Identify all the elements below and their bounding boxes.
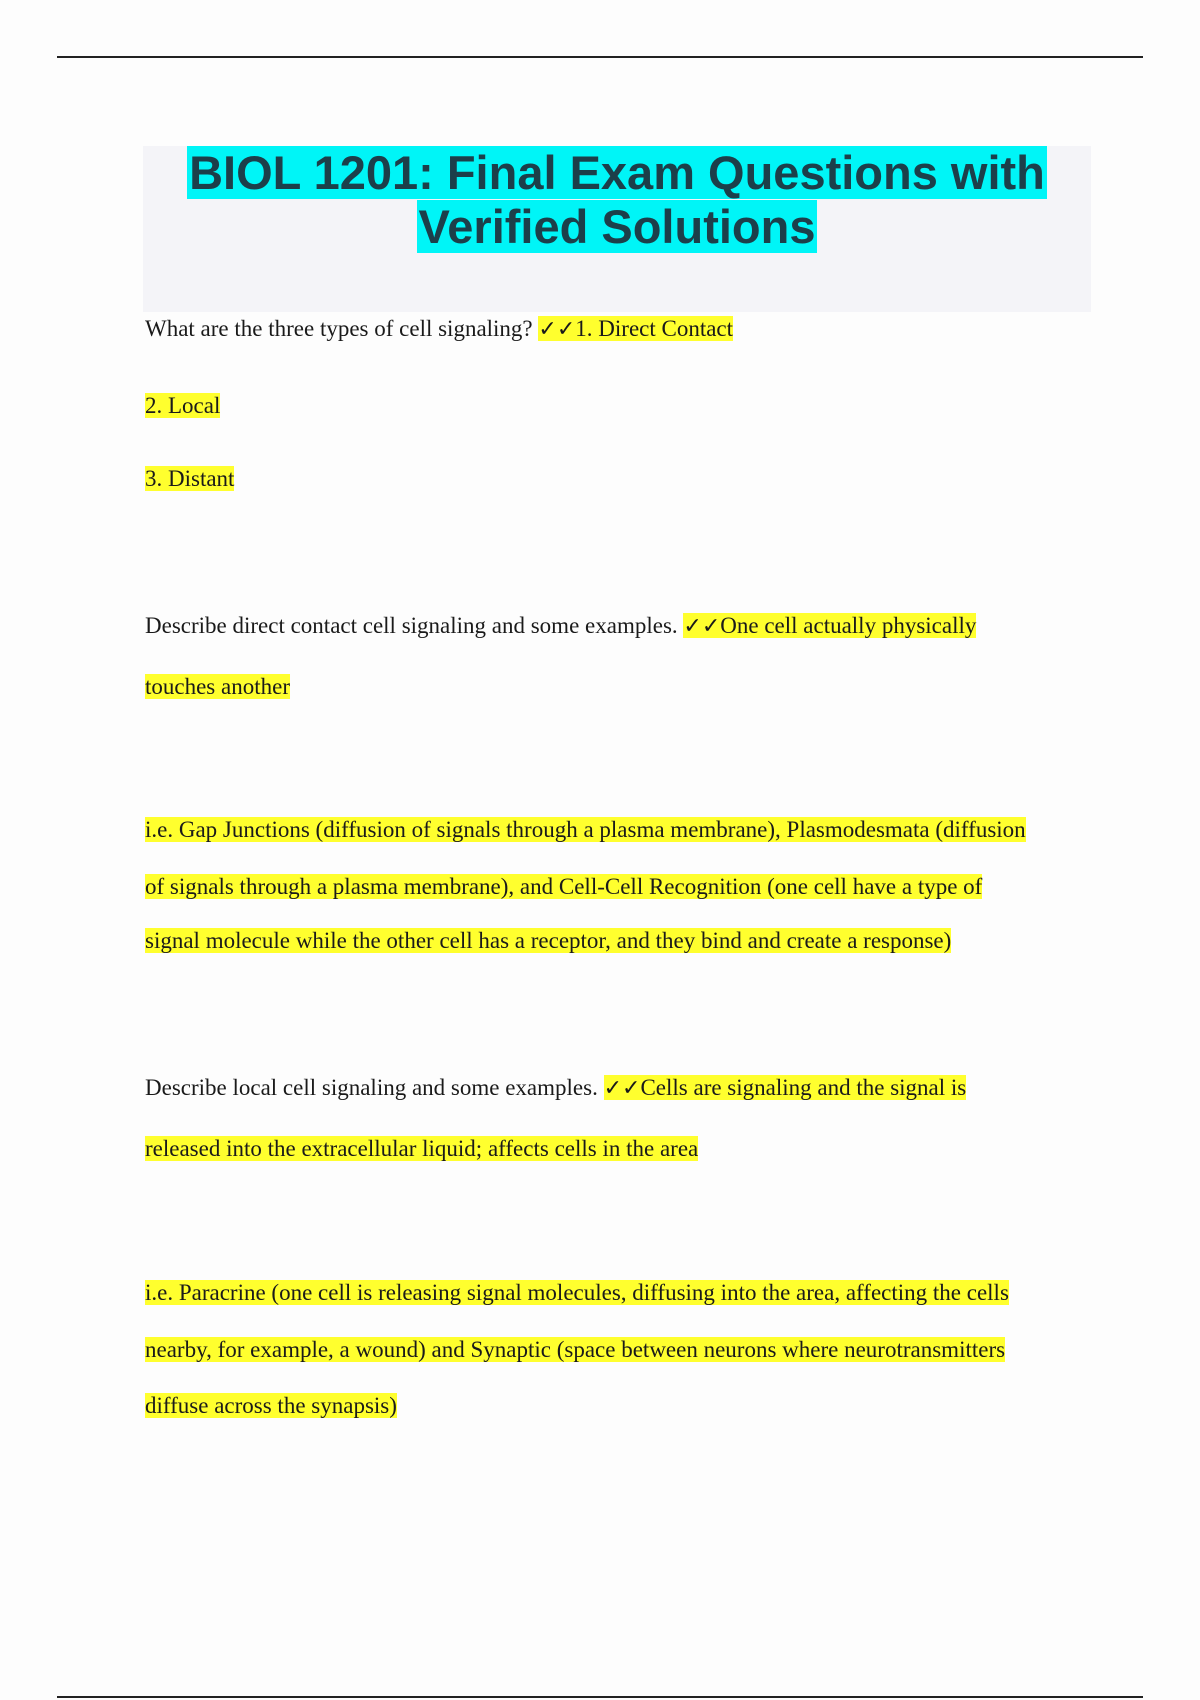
- q2-answer-start: ✓✓One cell actually physically: [683, 613, 977, 639]
- q3-question: Describe local cell signaling and some examples.: [145, 1075, 598, 1100]
- header-rule: [57, 56, 1143, 58]
- footer-rule: [57, 1696, 1143, 1698]
- q1-answer-line-3: 3. Distant: [145, 466, 235, 491]
- check-mark-icon: ✓✓: [603, 1076, 641, 1101]
- document-title-line-1: BIOL 1201: Final Exam Questions with: [189, 146, 1045, 199]
- q2-example-line-3: signal molecule while the other cell has a receptor, and they bind and create a response): [145, 928, 952, 953]
- q2-example-line-2: of signals through a plasma membrane), and Cell-Cell Recognition (one cell have a type of: [145, 874, 983, 899]
- q3-example-line-3: diffuse across the synapsis): [145, 1393, 397, 1418]
- q2-answer-line-2: touches another: [145, 674, 290, 699]
- check-mark-icon: ✓✓: [683, 614, 721, 639]
- q2-question-line: [145, 611, 976, 642]
- q2-example-line-1: i.e. Gap Junctions (diffusion of signals through a plasma membrane), Plasmodesmata (diffusion: [145, 817, 1026, 842]
- q1-question-line: [145, 314, 733, 345]
- q3-example-line-1: i.e. Paracrine (one cell is releasing signal molecules, diffusing into the area, affecting the cells: [145, 1280, 1009, 1305]
- q1-answer-start: ✓✓1. Direct Contact: [538, 316, 734, 342]
- q1-answer-line-2: 2. Local: [145, 393, 221, 418]
- check-mark-icon: ✓✓: [538, 317, 576, 342]
- title-block: [143, 146, 1091, 312]
- document-title-line-2: Verified Solutions: [418, 200, 816, 253]
- q3-answer-line-2: released into the extracellular liquid; affects cells in the area: [145, 1136, 699, 1161]
- q3-example-line-2: nearby, for example, a wound) and Synaptic (space between neurons where neurotransmitters: [145, 1337, 1006, 1362]
- q2-question: Describe direct contact cell signaling and some examples.: [145, 613, 678, 638]
- q3-answer-start: ✓✓Cells are signaling and the signal is: [603, 1075, 967, 1101]
- q1-question: What are the three types of cell signaling?: [145, 316, 533, 341]
- q3-question-line: [145, 1073, 966, 1104]
